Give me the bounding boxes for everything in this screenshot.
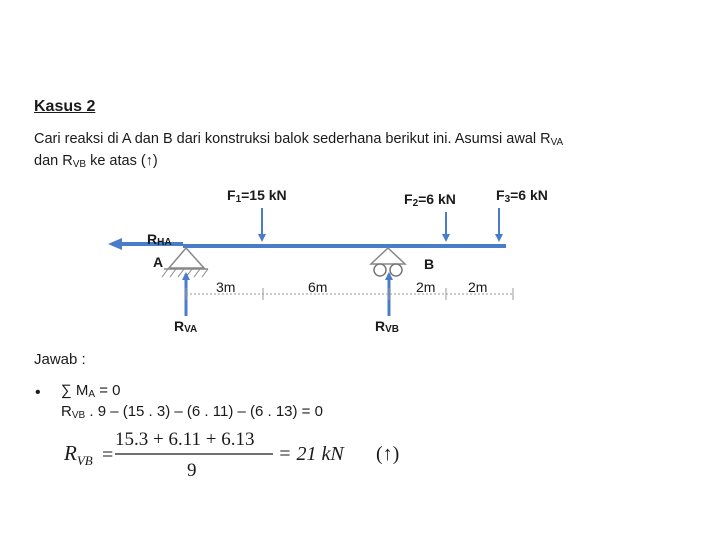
span-label: 2m: [416, 279, 436, 295]
answer-label: Jawab :: [34, 351, 86, 368]
reaction-fraction: [62, 424, 422, 484]
problem-sub: VA: [550, 137, 564, 148]
rva-label: RVA: [174, 318, 198, 335]
f3-label: F3=6 kN: [496, 187, 548, 205]
fraction-result: = 21 kN: [278, 443, 344, 465]
f1-label: F1=15 kN: [227, 187, 287, 205]
support-b-label: B: [424, 256, 435, 272]
support-a-pin: [162, 248, 208, 277]
eq-sub: A: [88, 389, 96, 400]
case-title: Kasus 2: [34, 98, 96, 115]
fraction-numerator: 15.3 + 6.11 + 6.13: [115, 429, 255, 450]
bullet: •: [35, 384, 41, 401]
problem-sub: VB: [72, 159, 87, 170]
eq-text: . 9 – (15 . 3) – (6 . 11) – (6 . 13) = 0: [85, 403, 323, 420]
equals-sign: =: [102, 444, 114, 466]
support-a-label: A: [153, 254, 164, 270]
moment-expansion: [61, 403, 323, 421]
fraction-denominator: 9: [187, 460, 197, 481]
support-b-roller: [371, 248, 405, 276]
rha-label: RHA: [147, 231, 172, 248]
problem-text: dan R: [34, 153, 73, 169]
problem-text: Cari reaksi di A dan B dari konstruksi balok sederhana berikut ini. Asumsi awal R: [34, 131, 551, 147]
fraction-direction: (↑): [376, 443, 400, 465]
f2-label: F2=6 kN: [404, 191, 456, 209]
moment-equation: [61, 382, 120, 400]
span-label: 6m: [308, 279, 328, 295]
rvb-label: RVB: [375, 318, 400, 335]
fraction-lhs: $R_{VB}$: [64, 441, 93, 468]
problem-text: ke atas (↑): [86, 153, 158, 169]
eq-text: R: [61, 403, 72, 420]
eq-sub: VB: [71, 410, 86, 421]
eq-text: ∑ M: [61, 382, 89, 399]
span-label: 3m: [216, 279, 236, 295]
eq-text: = 0: [95, 382, 121, 399]
span-label: 2m: [468, 279, 488, 295]
